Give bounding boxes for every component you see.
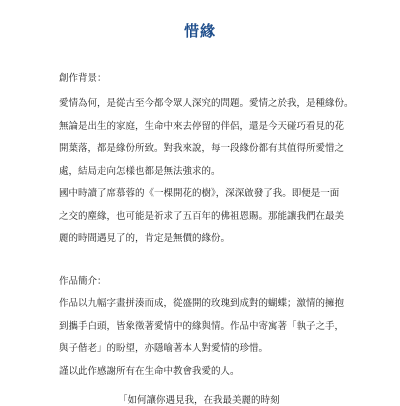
work-intro-heading: 作品簡介： <box>59 276 107 287</box>
creative-background-heading: 創作背景： <box>59 73 107 84</box>
document-title: 惜緣 <box>183 22 216 40</box>
paragraph-line: 與子偕老」的盼望，亦隱喻著本人對愛情的珍惜。 <box>59 343 269 354</box>
paragraph-line: 愛情為何，是從古至今都令眾人深究的問題。愛情之於我，是種緣份。 <box>59 98 354 109</box>
quote-line-partial: 「如何讓你遇見我，在我最美麗的時刻 <box>118 395 280 406</box>
paragraph-line: 國中時讀了席慕蓉的《一棵開花的樹》，深深啟發了我。即便是一面 <box>59 188 340 199</box>
paragraph-line: 開葉落，都是緣份所致。對我來說，每一段緣份都有其值得所愛惜之 <box>59 143 345 154</box>
paragraph-line: 謹以此作感謝所有在生命中教會我愛的人。 <box>59 365 240 377</box>
paragraph-line: 之交的塵緣，也可能是祈求了五百年的佛祖恩賜。那能讓我們在最美 <box>59 210 345 222</box>
paragraph-line: 麗的時間遇見了的，肯定是無價的緣份。 <box>59 233 231 244</box>
paragraph-line: 到攜手白頭，皆象徵著愛情中的緣與情。作品中寄寓著「執子之手， <box>59 320 345 332</box>
paragraph-line: 處，結局走向怎樣也都是無法強求的。 <box>59 165 221 177</box>
paragraph-line: 作品以九幅字畫拼湊而成，從盛開的玫瑰到成對的蝴蝶；激情的擁抱 <box>59 298 345 309</box>
paragraph-line: 無論是出生的家庭，生命中來去停留的伴侶，還是今天碰巧看見的花 <box>59 120 345 132</box>
creative-background-body <box>59 93 355 251</box>
work-intro-body <box>59 293 355 383</box>
